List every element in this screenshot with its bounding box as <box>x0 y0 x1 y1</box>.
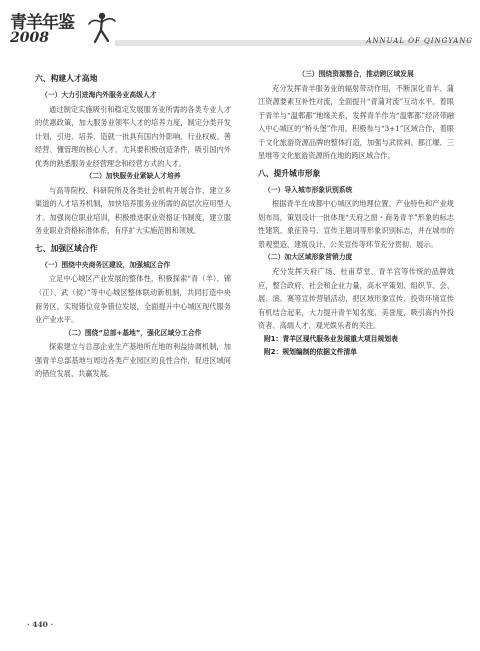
section-7-2-text: 探索建立与总部企业生产基地所在地的利益协调机制，加强青羊总部基地与周边各类产业园区的良性合作，促进区域间的错位发展、共赢发展。 <box>35 342 231 379</box>
brand-title: 青羊年鉴 <box>10 13 74 33</box>
right-column <box>258 68 454 360</box>
section-7-3-title: （三）围绕资源整合，推动跨区域发展 <box>298 70 414 78</box>
section-6-1-title: （一）大力引进海内外服务业高级人才 <box>41 91 157 99</box>
section-6-2-title: （二）加快服务业紧缺人才培养 <box>85 172 181 181</box>
section-7-3-text: 充分发挥青羊服务业的辐射带动作用，不断深化青羊、蒲江资源要素互补性对流，全面提升“青蒲对流”互动水平。着眼于青羊与“温郫都”地缘关系，发挥青羊作为“温郫都”经济带融入中心城区的“桥头堡”作用，积极参与“3+1”区域合作，着眼于文化旅游资源品牌的整体打造，加强与武侯祠、都江堰、三星堆等文化旅游资源所在地的跨区域合作。 <box>258 83 454 161</box>
section-6-2-text: 与高等院校、科研院所及各类社会机构开展合作，建立多渠道的人才培养机制，加快培养服务业所需的高层次应用型人才。加强岗位职业培训，积极推进职业资格证书制度，建立服务业职业资格标准体系，有序扩大实施范围和领域。 <box>35 185 231 236</box>
section-8-2-title: （二）加大区域形象营销力度 <box>264 253 353 262</box>
brand-year: 2008 <box>10 30 49 46</box>
section-6-title: 六、构建人才高地 <box>35 74 98 83</box>
section-7-1-text: 立足中心城区产业发展的整体性，积极探索“青（羊）、锦（江）、武（侯）”等中心城区整体联动新机制，共同打造中央商务区，实现错位竞争错位发展，全面提升中心城区现代服务业产业水平。 <box>35 274 231 325</box>
yearbook-logo <box>6 8 86 52</box>
section-8-1-title: （一）导入城市形象识别系统 <box>264 185 353 194</box>
section-8-2-text: 充分发挥天府广场、杜甫草堂、青羊宫等传统的品牌效应，整合政府、社会和企业力量，高水平策划、组织节、会、展、演、赛等宣传营销活动，把区域形象宣传、投资环境宣传有机结合起来，大力提升青羊知名度、美誉度，吸引海内外投资者、高端人才、观光娱乐者的关注。 <box>258 266 454 331</box>
attachment-1: 附1：青羊区现代服务业发展重大项目规划表 <box>264 334 398 343</box>
dancer-icon <box>87 10 117 44</box>
attachment-2: 附2：规划编制的依据文件清单 <box>264 348 358 357</box>
section-8-title: 八、提升城市形象 <box>258 168 321 178</box>
page-number: · 440 · <box>27 620 54 629</box>
left-column <box>35 68 231 381</box>
section-6-1-text: 通过制定实施吸引和稳定发展服务业所需的各类专业人才的优惠政策，加大服务业领军人才的培养力度，制定分类开发计划，引进、培养、造就一批具有国内外影响、行业权威、善经营、懂管理的核心人才。尤其要积极创造条件，吸引国内外优秀的熟悉服务业经营理念和经营方式的人才。 <box>35 104 231 168</box>
section-7-title: 七、加强区域合作 <box>35 243 98 253</box>
section-7-1-title: （一）围绕中央商务区建设，加强城区合作 <box>41 260 171 269</box>
header-motto: ANNUAL OF QINGYANG <box>366 37 473 45</box>
section-8-1-text: 根据青羊在成都中心城区的地理位置、产业特色和产业规划布局，策划设计一批体现“天府之窗・商务青羊”形象的标志性建筑、象征符号、宣传主题词等形象识别标志，并在城市的景观塑造、建筑设计、公关宣传等环节充分贯彻、展示。 <box>258 199 454 249</box>
section-7-2-title: （二）围绕“总部+基地”，强化区域分工合作 <box>64 328 202 337</box>
